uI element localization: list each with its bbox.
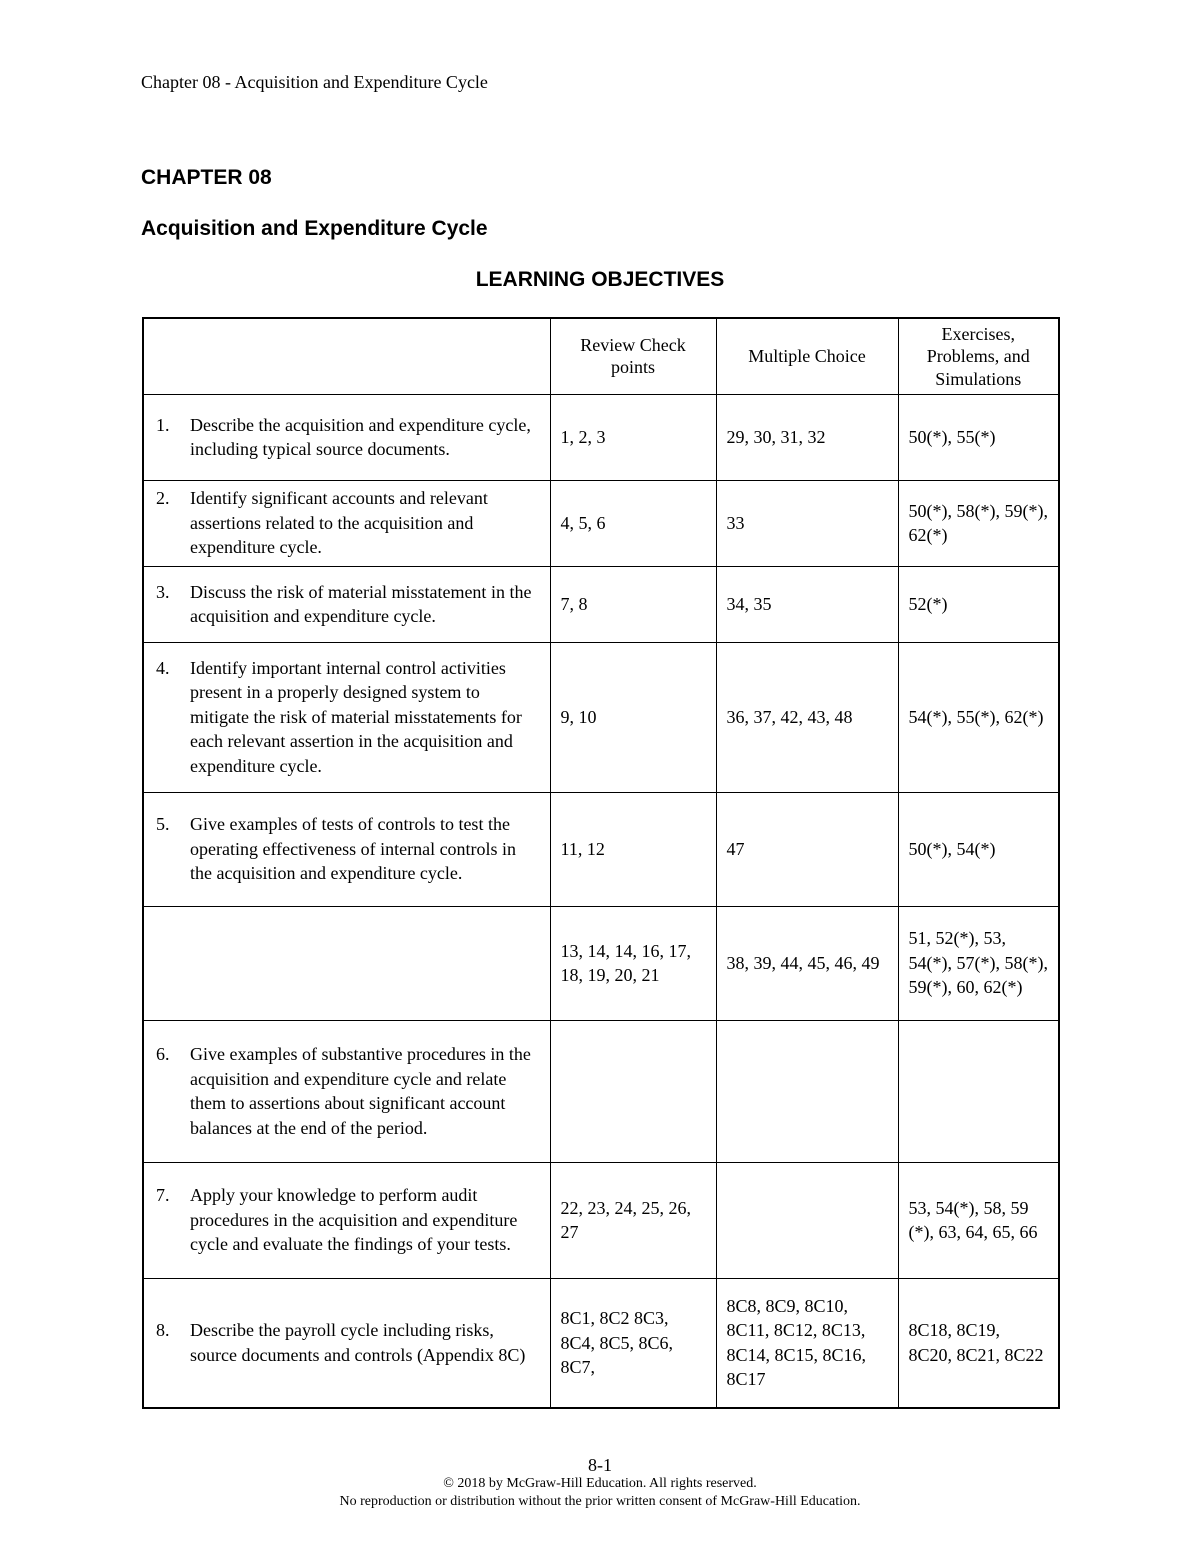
objective-number: 1. <box>156 414 170 435</box>
review-cell <box>550 1020 716 1162</box>
review-cell: 4, 5, 6 <box>550 480 716 566</box>
exercises-cell: 8C18, 8C19, 8C20, 8C21, 8C22 <box>898 1278 1059 1408</box>
multiple-choice-cell: 47 <box>716 792 898 906</box>
objective-number: 6. <box>156 1044 170 1064</box>
objective-text: Identify important internal control activities present in a properly designed system to mitigate the risk of material misstatements for each relevant assertion in the acquisition and expenditure cycle. <box>190 657 522 776</box>
multiple-choice-cell: 8C8, 8C9, 8C10, 8C11, 8C12, 8C13, 8C14, 8C15, 8C16, 8C17 <box>716 1278 898 1408</box>
multiple-choice-cell: 29, 30, 31, 32 <box>716 394 898 480</box>
objective-text: Discuss the risk of material misstatement in the acquisition and expenditure cycle. <box>190 581 532 626</box>
chapter-label: CHAPTER 08 <box>141 166 272 189</box>
objective-number: 8. <box>156 1320 170 1341</box>
multiple-choice-cell: 34, 35 <box>716 566 898 642</box>
rights-notice: No reproduction or distribution without the prior written consent of McGraw-Hill Education. <box>339 1494 861 1509</box>
table-row <box>143 1278 1059 1408</box>
chapter-title: Acquisition and Expenditure Cycle <box>141 217 488 240</box>
objective-number: 4. <box>156 657 170 678</box>
objective-text: Give examples of substantive procedures in the acquisition and expenditure cycle and relate them to assertions about significant account balances at the end of the period. <box>190 1044 531 1138</box>
objective-text: Identify significant accounts and relevant assertions related to the acquisition and expenditure cycle. <box>190 488 488 558</box>
table-row <box>143 480 1059 566</box>
multiple-choice-cell: 38, 39, 44, 45, 46, 49 <box>716 906 898 1020</box>
review-cell: 11, 12 <box>550 792 716 906</box>
objective-number: 5. <box>156 814 170 835</box>
objective-number: 3. <box>156 581 170 602</box>
table-row <box>143 1020 1059 1162</box>
exercises-cell: 51, 52(*), 53, 54(*), 57(*), 58(*), 59(*), 60, 62(*) <box>898 906 1059 1020</box>
header-objective <box>143 318 550 394</box>
header-review-check-points: Review Check points <box>550 318 716 394</box>
multiple-choice-cell: 36, 37, 42, 43, 48 <box>716 642 898 792</box>
exercises-cell: 52(*) <box>898 566 1059 642</box>
header-multiple-choice: Multiple Choice <box>716 318 898 394</box>
table-row <box>143 906 1059 1020</box>
objective-text: Describe the acquisition and expenditure cycle, including typical source documents. <box>190 414 531 459</box>
table-row <box>143 1162 1059 1278</box>
running-header: Chapter 08 - Acquisition and Expenditure Cycle <box>141 72 488 92</box>
multiple-choice-cell: 33 <box>716 480 898 566</box>
objective-text: Describe the payroll cycle including risks, source documents and controls (Appendix 8C) <box>190 1320 526 1365</box>
exercises-cell: 50(*), 54(*) <box>898 792 1059 906</box>
objective-text: Apply your knowledge to perform audit procedures in the acquisition and expenditure cycle and evaluate the findings of your tests. <box>190 1185 518 1255</box>
review-cell: 13, 14, 14, 16, 17, 18, 19, 20, 21 <box>550 906 716 1020</box>
objective-number: 2. <box>156 488 170 509</box>
exercises-cell: 53, 54(*), 58, 59 (*), 63, 64, 65, 66 <box>898 1162 1059 1278</box>
table-header-row <box>143 318 1059 394</box>
review-cell: 9, 10 <box>550 642 716 792</box>
learning-objectives-table <box>142 317 1060 1409</box>
review-cell: 1, 2, 3 <box>550 394 716 480</box>
exercises-cell <box>898 1020 1059 1162</box>
copyright-notice: © 2018 by McGraw-Hill Education. All rights reserved. <box>443 1476 757 1491</box>
review-cell: 22, 23, 24, 25, 26, 27 <box>550 1162 716 1278</box>
exercises-cell: 54(*), 55(*), 62(*) <box>898 642 1059 792</box>
review-cell: 8C1, 8C2 8C3, 8C4, 8C5, 8C6, 8C7, <box>550 1278 716 1408</box>
section-title: LEARNING OBJECTIVES <box>475 268 725 291</box>
multiple-choice-cell <box>716 1020 898 1162</box>
multiple-choice-cell <box>716 1162 898 1278</box>
table-row <box>143 792 1059 906</box>
page-number: 8-1 <box>588 1455 612 1475</box>
review-cell: 7, 8 <box>550 566 716 642</box>
table-row <box>143 642 1059 792</box>
table-row <box>143 394 1059 480</box>
table-row <box>143 566 1059 642</box>
objective-number: 7. <box>156 1185 170 1206</box>
exercises-cell: 50(*), 55(*) <box>898 394 1059 480</box>
objective-text: Give examples of tests of controls to test the operating effectiveness of internal controls in the acquisition and expenditure cycle. <box>190 814 517 884</box>
exercises-cell: 50(*), 58(*), 59(*), 62(*) <box>898 480 1059 566</box>
header-exercises: Exercises, Problems, and Simulations <box>898 318 1059 394</box>
